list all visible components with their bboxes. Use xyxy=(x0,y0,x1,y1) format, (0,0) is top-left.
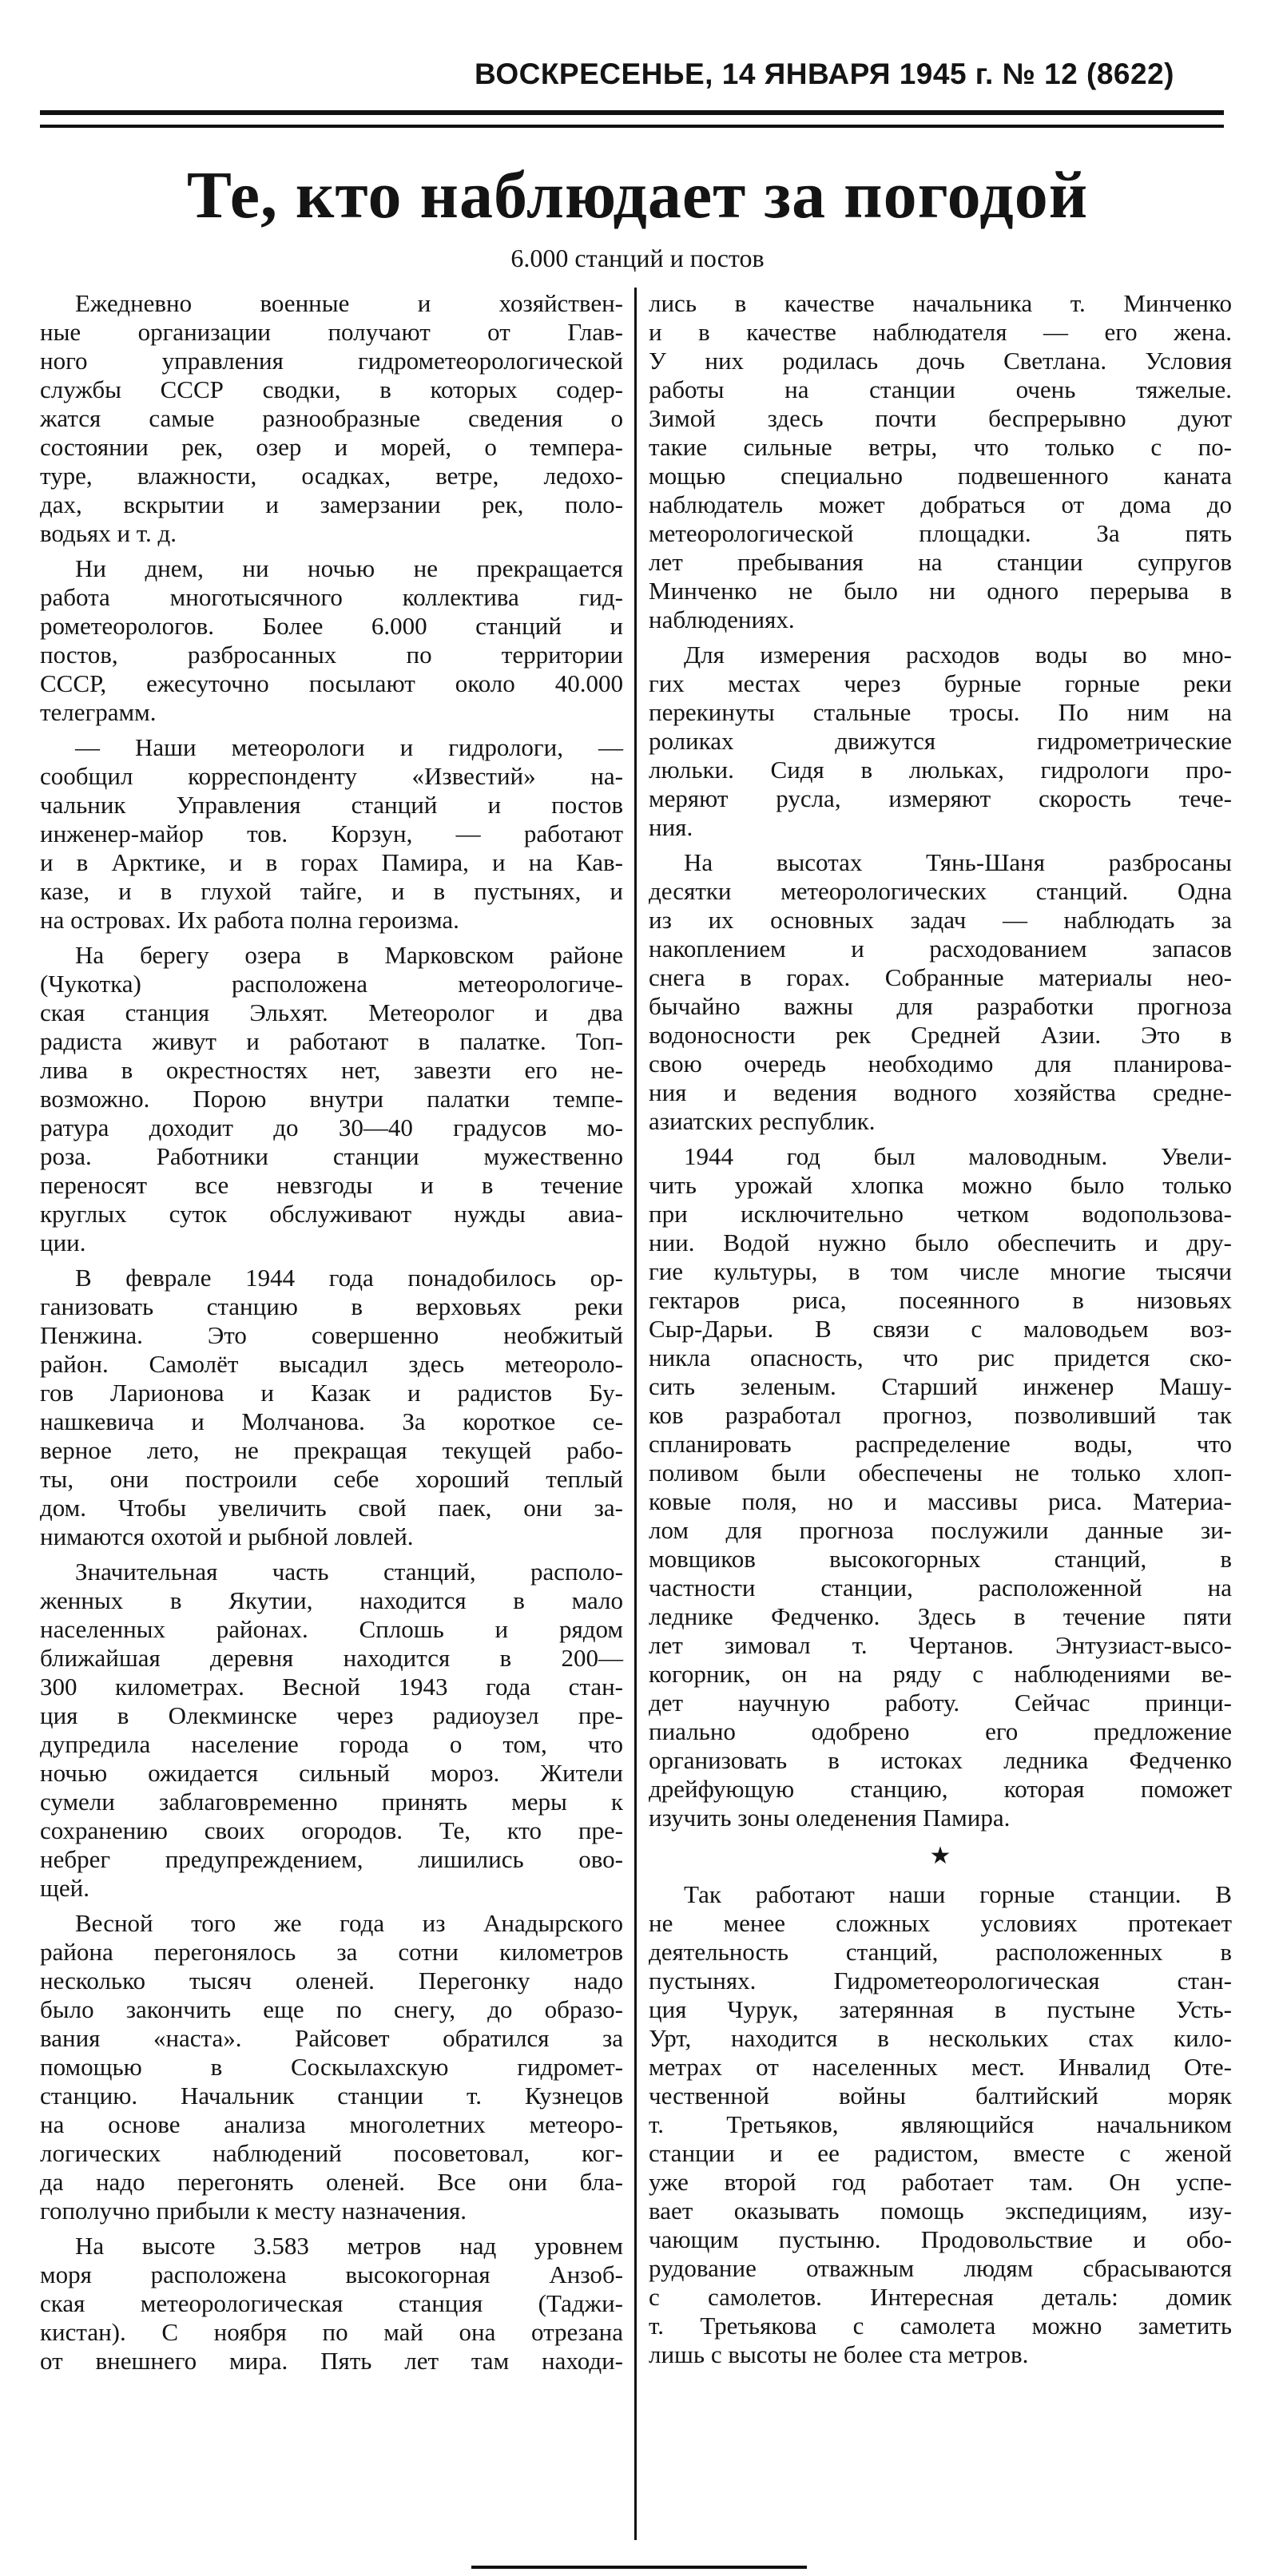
text-line: дет научную работу. Сейчас принци- xyxy=(649,1689,1232,1717)
text-line: бычайно важны для разработки прогноза xyxy=(649,992,1232,1020)
masthead-rule-thick xyxy=(40,110,1224,115)
text-line: чить урожай хлопка можно было только xyxy=(649,1171,1232,1199)
text-line: лет пребывания на станции супругов xyxy=(649,548,1232,576)
text-line: туре, влажности, осадках, ветре, ледохо- xyxy=(40,462,623,490)
text-line: станции и ее радистом, вместе с женой xyxy=(649,2139,1232,2167)
text-line: не менее сложных условиях протекает xyxy=(649,1909,1232,1937)
paragraph xyxy=(40,1909,623,2225)
text-line: ного управления гидрометеорологической xyxy=(40,347,623,375)
text-line: Для измерения расходов воды во мно- xyxy=(684,641,1232,669)
text-line: В феврале 1944 года понадобилось ор- xyxy=(75,1264,623,1292)
text-line: возможно. Порою внутри палатки темпе- xyxy=(40,1085,623,1113)
text-line: верное лето, не прекращая текущей рабо- xyxy=(40,1436,623,1464)
paragraph xyxy=(40,1264,623,1551)
text-line: ков разработал прогноз, позволивший так xyxy=(649,1401,1232,1429)
text-line: изучить зоны оледенения Памира. xyxy=(649,1804,1011,1832)
text-line: сохранению своих огородов. Те, кто пре- xyxy=(40,1816,623,1844)
text-line: Значительная часть станций, располо- xyxy=(75,1558,623,1586)
star-separator: ★ xyxy=(929,1843,951,1869)
paragraph xyxy=(40,941,623,1257)
text-line: при исключительно четком водопользова- xyxy=(649,1200,1232,1228)
paragraph xyxy=(40,733,623,935)
text-line: т. Третьяков, являющийся начальником xyxy=(649,2110,1232,2138)
text-line: работы на станции очень тяжелые. xyxy=(649,375,1232,403)
text-line: перекинуты стальные тросы. По ним на xyxy=(649,698,1232,726)
text-line: было закончить еще по снегу, до образо- xyxy=(40,1995,623,2023)
text-line: рудование отважным людям сбрасываются xyxy=(649,2254,1232,2282)
text-line: станцию. Начальник станции т. Кузнецов xyxy=(40,2082,623,2110)
text-line: На берегу озера в Марковском районе xyxy=(75,941,623,969)
text-line: сумели заблаговременно принять меры к xyxy=(40,1788,623,1816)
text-line: накоплением и расходованием запасов xyxy=(649,935,1232,963)
text-line: частности станции, расположенной на xyxy=(649,1574,1232,1602)
text-line: лишь с высоты не более ста метров. xyxy=(649,2340,1029,2368)
text-line: гектаров риса, посеянного в низовьях xyxy=(649,1286,1232,1314)
column-divider xyxy=(634,288,637,2540)
text-line: Весной того же года из Анадырского xyxy=(75,1909,623,1937)
text-line: ская станция Эльхят. Метеоролог и два xyxy=(40,998,623,1026)
text-line: ния и ведения водного хозяйства средне- xyxy=(649,1078,1232,1106)
left-column xyxy=(40,289,623,2382)
text-line: водоносности рек Средней Азии. Это в xyxy=(649,1021,1232,1049)
text-line: ратура доходит до 30—40 градусов мо- xyxy=(40,1113,623,1141)
text-line: водьях и т. д. xyxy=(40,519,177,547)
text-line: Ни днем, ни ночью не прекращается xyxy=(75,554,623,582)
text-line: Минченко не было ни одного перерыва в xyxy=(649,577,1232,605)
paragraph xyxy=(40,554,623,727)
text-line: нимаются охотой и рыбной ловлей. xyxy=(40,1522,414,1550)
text-line: гих местах через бурные горные реки xyxy=(649,669,1232,697)
text-line: моря расположена высокогорная Анзоб- xyxy=(40,2260,623,2288)
text-line: мовщиков высокогорных станций, в xyxy=(649,1545,1232,1573)
article-title: Те, кто наблюдает за погодой xyxy=(186,158,1089,232)
text-line: ция в Олекминске через радиоузел пре- xyxy=(40,1701,623,1729)
text-line: из их основных задач — наблюдать за xyxy=(649,906,1232,934)
text-line: ковые поля, но и массивы риса. Материа- xyxy=(649,1487,1232,1515)
text-line: свою очередь необходимо для планирова- xyxy=(649,1050,1232,1078)
text-line: да надо перегонять оленей. Все они бла- xyxy=(40,2168,623,2196)
text-line: ганизовать станцию в верховьях реки xyxy=(40,1292,623,1320)
text-line: вания «наста». Райсовет обратился за xyxy=(40,2024,623,2052)
text-line: сообщил корреспонденту «Известий» на- xyxy=(40,762,623,790)
text-line: ты, они построили себе хороший теплый xyxy=(40,1465,623,1493)
text-line: чающим пустыню. Продовольствие и обо- xyxy=(649,2225,1232,2253)
paragraph xyxy=(649,1142,1232,1832)
text-line: круглых суток обслуживают нужды авиа- xyxy=(40,1200,623,1228)
text-line: работа многотысячного коллектива гид- xyxy=(40,583,623,611)
text-line: наблюдениях. xyxy=(649,605,795,633)
bottom-rule xyxy=(471,2566,807,2569)
text-line: кистан). С ноября по май она отрезана xyxy=(40,2318,623,2346)
text-line: переносят все невзгоды и в течение xyxy=(40,1171,623,1199)
text-line: чальник Управления станций и постов xyxy=(40,791,623,819)
text-line: роза. Работники станции мужественно xyxy=(40,1142,623,1170)
text-line: помощью в Соскылахскую гидромет- xyxy=(40,2053,623,2081)
text-line: ская метеорологическая станция (Таджи- xyxy=(40,2289,623,2317)
text-line: На высотах Тянь-Шаня разбросаны xyxy=(684,848,1232,876)
text-line: Урт, находится в нескольких стах кило- xyxy=(649,2024,1232,2052)
text-line: район. Самолёт высадил здесь метеороло- xyxy=(40,1350,623,1378)
paragraph xyxy=(40,1558,623,1903)
text-line: СССР, ежесуточно посылают около 40.000 xyxy=(40,669,623,697)
paragraph xyxy=(649,1880,1232,2369)
text-line: состоянии рек, озер и морей, о темпера- xyxy=(40,433,623,461)
text-line: 300 километрах. Весной 1943 года стан- xyxy=(40,1673,623,1701)
text-line: — Наши метеорологи и гидрологи, — xyxy=(75,733,623,761)
text-line: с самолетов. Интересная деталь: домик xyxy=(649,2283,1232,2311)
text-line: гополучно прибыли к месту назначения. xyxy=(40,2197,467,2225)
text-line: женных в Якутии, находится в мало xyxy=(40,1586,623,1614)
text-line: дом. Чтобы увеличить свой паек, они за- xyxy=(40,1494,623,1522)
text-line: метеорологической площадки. За пять xyxy=(649,519,1232,547)
text-line: люльки. Сидя в люльках, гидрологи про- xyxy=(649,756,1232,784)
text-line: казе, и в глухой тайге, и в пустынях, и xyxy=(40,877,623,905)
masthead-rule-thin xyxy=(40,125,1224,128)
text-line: радиста живут и работают в палатке. Топ- xyxy=(40,1027,623,1055)
text-line: т. Третьякова с самолета можно заметить xyxy=(649,2312,1232,2340)
text-line: логических наблюдений посоветовал, ког- xyxy=(40,2139,623,2167)
text-line: пиально одобрено его предложение xyxy=(649,1717,1232,1745)
text-line: населенных районах. Сплошь и рядом xyxy=(40,1615,623,1643)
text-line: дах, вскрытии и замерзании рек, поло- xyxy=(40,490,623,518)
masthead-date-line: ВОСКРЕСЕНЬЕ, 14 ЯНВАРЯ 1945 г. № 12 (8622) xyxy=(475,58,1174,90)
text-line: небрег предупреждением, лишились ово- xyxy=(40,1845,623,1873)
text-line: телеграмм. xyxy=(40,698,157,726)
text-line: мощью специально подвешенного каната xyxy=(649,462,1232,490)
text-line: 1944 год был маловодным. Увели- xyxy=(684,1142,1232,1170)
text-line: леднике Федченко. Здесь в течение пяти xyxy=(649,1602,1232,1630)
text-line: десятки метеорологических станций. Одна xyxy=(649,877,1232,905)
text-line: ближайшая деревня находится в 200— xyxy=(40,1644,623,1672)
text-line: такие сильные ветры, что только с по- xyxy=(649,433,1232,461)
text-line: ные организации получают от Глав- xyxy=(40,318,623,346)
text-line: Зимой здесь почти беспрерывно дуют xyxy=(649,404,1232,432)
text-line: дупредила население города о том, что xyxy=(40,1730,623,1758)
text-line: и в Арктике, и в горах Памира, и на Кав- xyxy=(40,848,623,876)
text-line: гие культуры, в том числе многие тысячи xyxy=(649,1257,1232,1285)
text-line: когорник, он на ряду с наблюдениями ве- xyxy=(649,1660,1232,1688)
text-line: пустынях. Гидрометеорологическая стан- xyxy=(649,1967,1232,1995)
text-line: нии. Водой нужно было обеспечить и дру- xyxy=(649,1228,1232,1256)
text-line: несколько тысяч оленей. Перегонку надо xyxy=(40,1967,623,1995)
text-line: (Чукотка) расположена метеорологиче- xyxy=(40,970,623,998)
text-line: инженер-майор тов. Корзун, — работают xyxy=(40,820,623,847)
text-line: лет зимовал т. Чертанов. Энтузиаст-высо- xyxy=(649,1631,1232,1659)
text-line: азиатских республик. xyxy=(649,1107,876,1135)
text-line: поливом были обеспечены не только хлоп- xyxy=(649,1459,1232,1486)
text-line: роликах движутся гидрометрические xyxy=(649,727,1232,755)
text-line: и в качестве наблюдателя — его жена. xyxy=(649,318,1232,346)
text-line: У них родилась дочь Светлана. Условия xyxy=(649,347,1232,375)
text-line: лись в качестве начальника т. Минченко xyxy=(649,289,1232,317)
text-line: ночью ожидается сильный мороз. Жители xyxy=(40,1759,623,1787)
text-line: меряют русла, измеряют скорость тече- xyxy=(649,784,1232,812)
paragraph xyxy=(649,848,1232,1136)
text-line: щей. xyxy=(40,1874,89,1902)
text-line: организовать в истоках ледника Федченко xyxy=(649,1746,1232,1774)
article-subtitle: 6.000 станций и постов xyxy=(510,244,765,272)
text-line: службы СССР сводки, в которых содер- xyxy=(40,375,623,403)
text-line: ция Чурук, затерянная в пустыне Усть- xyxy=(649,1995,1232,2023)
text-line: лом для прогноза послужили данные зи- xyxy=(649,1516,1232,1544)
text-line: наблюдатель может добраться от дома до xyxy=(649,490,1232,518)
paragraph xyxy=(40,289,623,548)
text-line: уже второй год работает там. Он успе- xyxy=(649,2168,1232,2196)
text-line: Сыр-Дарьи. В связи с маловодьем воз- xyxy=(649,1315,1232,1343)
text-line: Так работают наши горные станции. В xyxy=(684,1880,1232,1908)
text-line: Ежедневно военные и хозяйствен- xyxy=(75,289,623,317)
right-column xyxy=(649,289,1232,2376)
paragraph xyxy=(649,641,1232,842)
text-line: рометеорологов. Более 6.000 станций и xyxy=(40,612,623,640)
text-line: на основе анализа многолетних метеоро- xyxy=(40,2110,623,2138)
paragraph xyxy=(40,2232,623,2376)
text-line: сить зеленым. Старший инженер Машу- xyxy=(649,1372,1232,1400)
text-line: спланировать распределение воды, что xyxy=(649,1430,1232,1458)
text-line: вает оказывать помощь экспедициям, изу- xyxy=(649,2197,1232,2225)
text-line: на островах. Их работа полна героизма. xyxy=(40,906,459,934)
text-line: дрейфующую станцию, которая поможет xyxy=(649,1775,1232,1803)
text-line: ции. xyxy=(40,1228,86,1256)
text-line: Пенжина. Это совершенно необжитый xyxy=(40,1321,623,1349)
text-line: На высоте 3.583 метров над уровнем xyxy=(75,2232,623,2260)
text-line: жатся самые разнообразные сведения о xyxy=(40,404,623,432)
text-line: деятельность станций, расположенных в xyxy=(649,1938,1232,1966)
text-line: метрах от населенных мест. Инвалид Оте- xyxy=(649,2053,1232,2081)
text-line: ния. xyxy=(649,813,693,841)
text-line: никла опасность, что рис придется ско- xyxy=(649,1344,1232,1371)
text-line: нашкевича и Молчанова. За короткое се- xyxy=(40,1407,623,1435)
text-line: района перегонялось за сотни километров xyxy=(40,1938,623,1966)
paragraph xyxy=(649,289,1232,634)
text-line: лива в окрестностях нет, завезти его не- xyxy=(40,1056,623,1084)
text-line: чественной войны балтийский моряк xyxy=(649,2082,1232,2110)
text-line: от внешнего мира. Пять лет там находи- xyxy=(40,2347,623,2375)
text-line: постов, разбросанных по территории xyxy=(40,641,623,669)
text-line: снега в горах. Собранные материалы нео- xyxy=(649,963,1232,991)
text-line: гов Ларионова и Казак и радистов Бу- xyxy=(40,1379,623,1407)
